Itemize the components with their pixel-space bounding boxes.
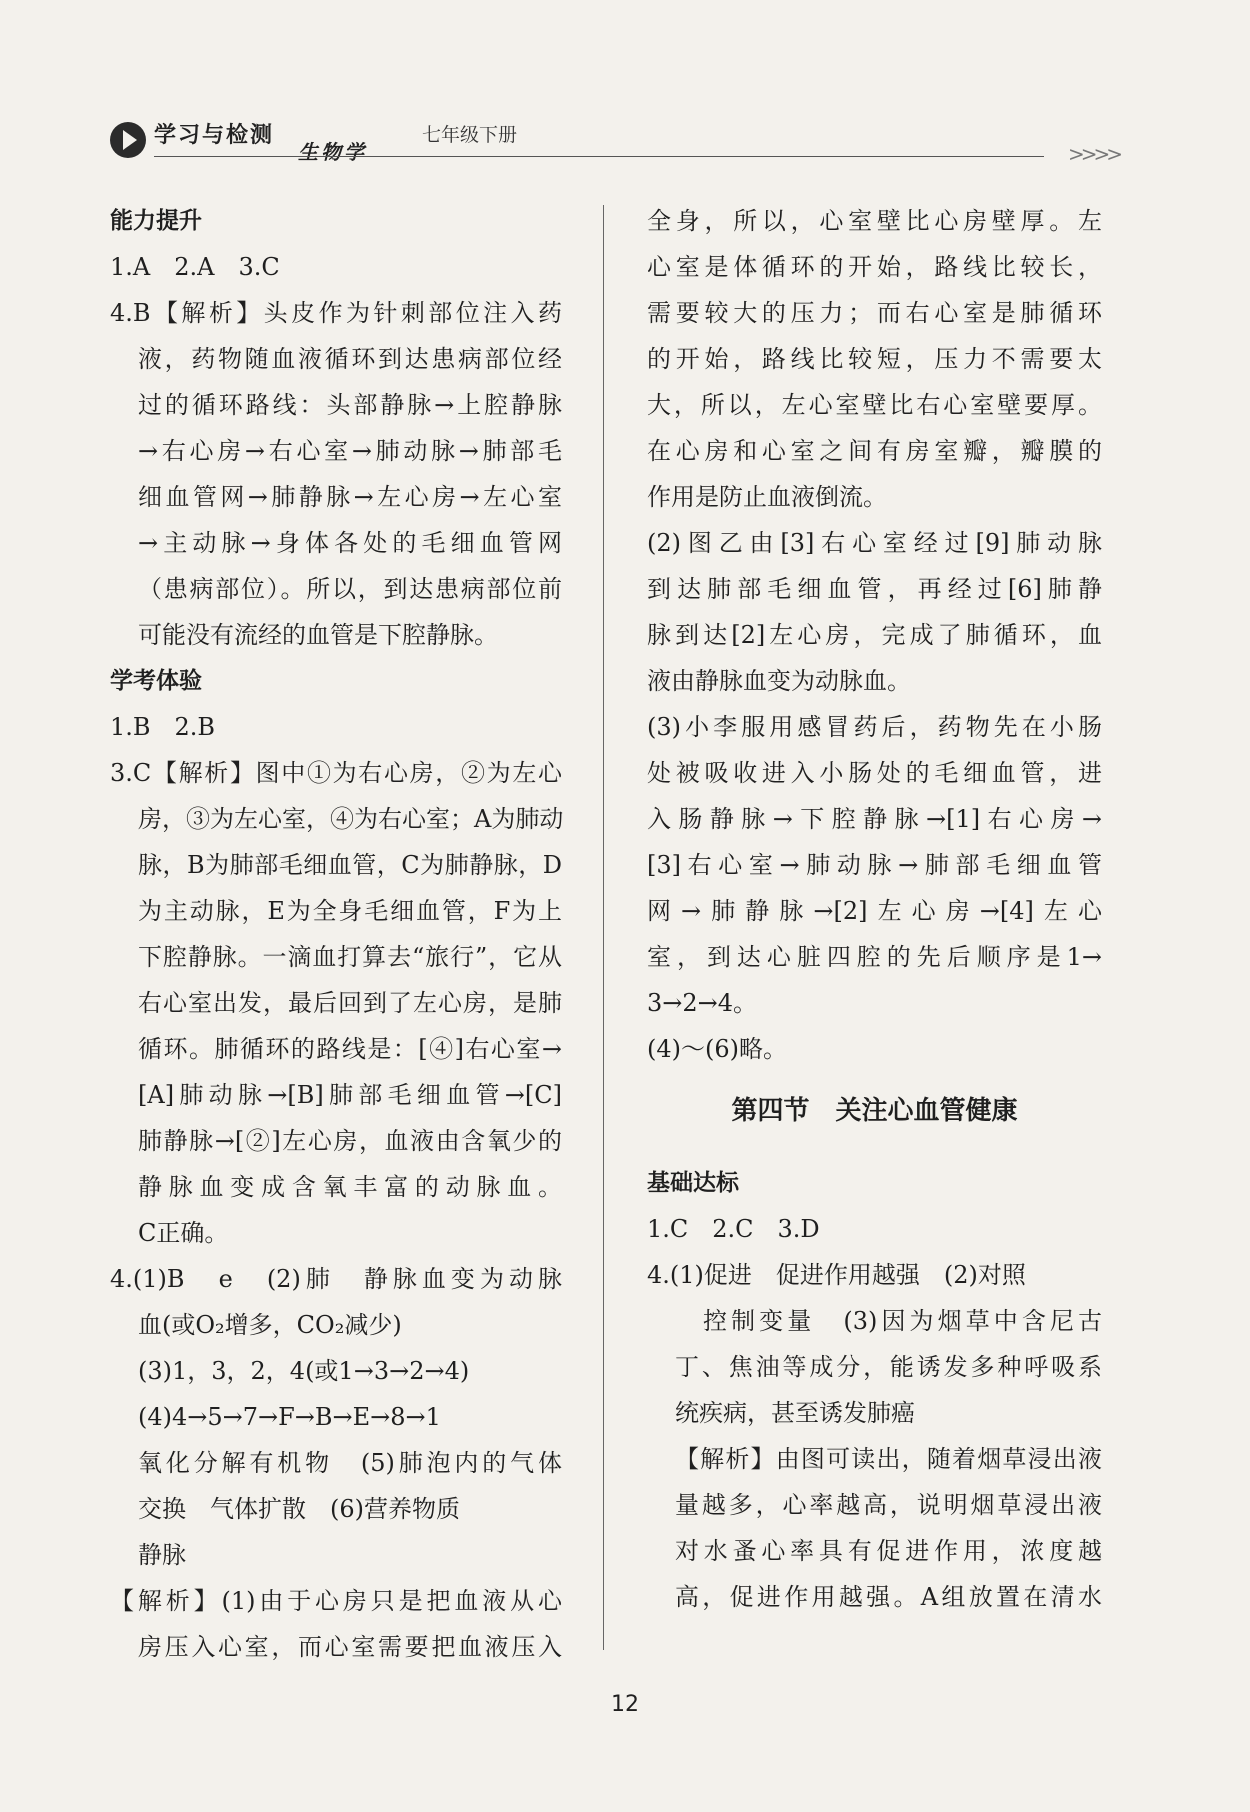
text-line: 循环。肺循环的路线是：[④]右心室→ (138, 1035, 562, 1063)
page-number: 12 (611, 1692, 639, 1717)
text-line: （患病部位）。所以，到达患病部位前 (138, 575, 562, 603)
text-line: 房压入心室，而心室需要把血液压入 (138, 1633, 562, 1661)
text-line: 4.(1)B e (2)肺 静脉血变为动脉 (110, 1265, 562, 1293)
text-line: 3→2→4。 (647, 989, 758, 1017)
text-line: 液，药物随血液循环到达患病部位经 (138, 345, 562, 373)
header-rule (154, 156, 1044, 157)
text-line: [A]肺动脉→[B]肺部毛细血管→[C] (138, 1081, 562, 1109)
text-line: 脉到达[2]左心房，完成了肺循环，血 (647, 621, 1102, 649)
text-line: →右心房→右心室→肺动脉→肺部毛 (138, 437, 562, 465)
text-line: 1.A 2.A 3.C (110, 253, 280, 281)
text-line: 大，所以，左心室壁比右心室壁要厚。 (647, 391, 1102, 419)
text-line: 全身，所以，心室壁比心房壁厚。左 (647, 207, 1102, 235)
text-line: 对水蚤心率具有促进作用，浓度越 (675, 1537, 1102, 1565)
text-line: 为主动脉，E为全身毛细血管，F为上 (138, 897, 562, 925)
text-line: (3)小李服用感冒药后，药物先在小肠 (647, 713, 1102, 741)
text-line: 【解析】由图可读出，随着烟草浸出液 (675, 1445, 1102, 1473)
text-line: 氧化分解有机物 (5)肺泡内的气体 (138, 1449, 562, 1477)
text-line: (4)4→5→7→F→B→E→8→1 (138, 1403, 441, 1431)
chapter-title: 第四节 关注心血管健康 (731, 1096, 1018, 1126)
text-line: (2)图乙由[3]右心室经过[9]肺动脉 (647, 529, 1102, 557)
text-line: 处被吸收进入小肠处的毛细血管，进 (647, 759, 1102, 787)
section-heading: 学考体验 (110, 668, 202, 694)
grade-label: 七年级下册 (422, 124, 518, 146)
text-line: 心室是体循环的开始，路线比较长， (647, 253, 1102, 281)
text-line: 量越多，心率越高，说明烟草浸出液 (675, 1491, 1102, 1519)
text-line: 下腔静脉。一滴血打算去“旅行”，它从 (138, 943, 562, 971)
chevrons-icon: >>>> (1068, 142, 1120, 166)
text-line: →主动脉→身体各处的毛细血管网 (138, 529, 562, 557)
text-line: 丁、焦油等成分，能诱发多种呼吸系 (675, 1353, 1102, 1381)
text-line: 网→肺静脉→[2]左心房→[4]左心 (647, 897, 1102, 925)
text-line: 需要较大的压力；而右心室是肺循环 (647, 299, 1102, 327)
text-line: 液由静脉血变为动脉血。 (647, 667, 911, 695)
text-line: 在心房和心室之间有房室瓣，瓣膜的 (647, 437, 1102, 465)
text-line: (3)1，3，2，4(或1→3→2→4) (138, 1357, 470, 1385)
text-line: 过的循环路线：头部静脉→上腔静脉 (138, 391, 562, 419)
text-line: 的开始，路线比较短，压力不需要太 (647, 345, 1102, 373)
right-column (647, 198, 1102, 1620)
text-line: (4)～(6)略。 (647, 1035, 787, 1063)
running-header (108, 112, 1120, 172)
subject-label: 生物学 (298, 140, 367, 164)
text-line: 4.B【解析】头皮作为针刺部位注入药 (110, 299, 562, 327)
text-line: 交换 气体扩散 (6)营养物质 (138, 1495, 460, 1523)
column-divider (603, 205, 604, 1650)
text-line: 细血管网→肺静脉→左心房→左心室 (138, 483, 562, 511)
text-line: 高，促进作用越强。A组放置在清水 (675, 1583, 1102, 1611)
text-line: [3]右心室→肺动脉→肺部毛细血管 (647, 851, 1102, 879)
text-line: C正确。 (138, 1219, 229, 1247)
text-line: 血(或O₂增多，CO₂减少) (138, 1311, 402, 1339)
text-line: 统疾病，甚至诱发肺癌 (675, 1399, 915, 1427)
text-line: 【解析】(1)由于心房只是把血液从心 (110, 1587, 562, 1615)
text-line: 右心室出发，最后回到了左心房，是肺 (138, 989, 562, 1017)
text-line: 可能没有流经的血管是下腔静脉。 (138, 621, 498, 649)
book-title: 学习与检测 (154, 123, 275, 148)
text-line: 4.(1)促进 促进作用越强 (2)对照 (647, 1261, 1026, 1289)
text-line: 入肠静脉→下腔静脉→[1]右心房→ (647, 805, 1102, 833)
play-arrow-icon (108, 120, 148, 160)
text-line: 到达肺部毛细血管，再经过[6]肺静 (647, 575, 1102, 603)
text-line: 室，到达心脏四腔的先后顺序是1→ (647, 943, 1102, 971)
text-line: 控制变量 (3)因为烟草中含尼古 (703, 1307, 1102, 1335)
text-line: 静脉 (138, 1541, 186, 1569)
left-column (110, 198, 562, 1670)
text-line: 房，③为左心室，④为右心室；A为肺动 (138, 805, 564, 833)
text-line: 静脉血变成含氧丰富的动脉血。 (138, 1173, 562, 1201)
section-heading: 能力提升 (110, 208, 202, 234)
text-line: 3.C【解析】图中①为右心房，②为左心 (110, 759, 562, 787)
text-line: 作用是防止血液倒流。 (647, 483, 887, 511)
section-heading: 基础达标 (647, 1170, 739, 1196)
text-line: 脉，B为肺部毛细血管，C为肺静脉，D (138, 851, 562, 879)
text-line: 肺静脉→[②]左心房，血液由含氧少的 (138, 1127, 562, 1155)
text-line: 1.B 2.B (110, 713, 216, 741)
text-line: 1.C 2.C 3.D (647, 1215, 820, 1243)
